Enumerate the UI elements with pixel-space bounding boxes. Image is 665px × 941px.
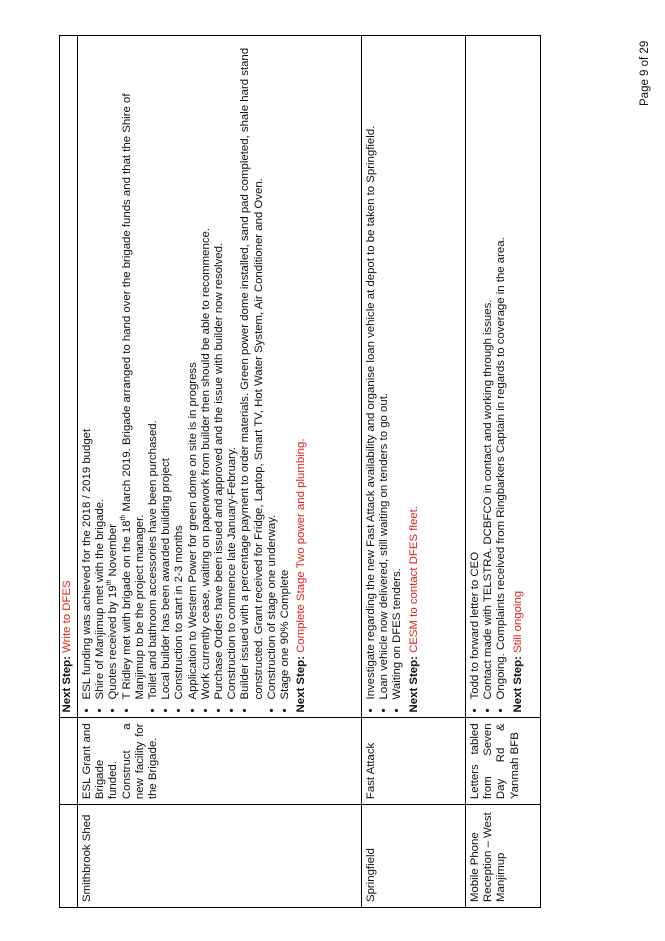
table-row [362,36,466,908]
next-step-value: Complete Stage Two power and plumbing. [295,438,308,653]
item-description: Fast Attack [362,718,466,805]
bullet-text: Stage one 90% Complete [279,569,292,700]
list-item [94,41,107,712]
bullet-text: Construction to commence late January-February. [226,447,239,700]
item-description: Letters tabled from Seven Day Rd & Yanmah BFB [466,718,541,805]
bullet-icon: • [81,708,93,713]
bullet-text: Construction to start in 2-3 months [173,525,186,700]
bullet-icon: • [186,708,199,713]
list-item [121,41,147,712]
list-item [81,41,94,712]
item-name: Springfield [362,805,466,908]
bullet-icon: • [120,708,133,713]
list-item [239,41,265,712]
bullet-text: Shire of Manjimup met with the brigade. [94,498,107,700]
list-item [266,41,279,712]
list-item [279,41,292,712]
bullet-icon: • [173,708,186,713]
agenda-table [59,35,541,908]
table-row [78,36,362,908]
bullet-text: ESL funding was achieved for the 2018 / 2019 budget [81,428,93,700]
bullet-icon: • [226,708,239,713]
bullet-text: Purchase Orders have been issued and approved and the issue with builder now resolved. [213,242,226,700]
bullet-list [469,41,509,712]
bullet-text: Waiting on DFES tenders. [391,568,404,700]
list-item [213,41,226,712]
bullet-icon: • [213,708,226,713]
bullet-text: Contact made with TELSTRA. DCBFCO in contact and working through issues. [482,299,495,700]
list-item [187,41,200,712]
bullet-icon: • [160,708,173,713]
list-item [147,41,160,712]
next-step [512,41,525,712]
bullet-text: Ongoing. Complaints received from Ringbarkers Captain in regards to coverage in the area. [495,237,508,700]
bullet-icon: • [378,708,391,713]
list-item [482,41,495,712]
list-item [200,41,213,712]
bullet-icon: • [94,708,107,713]
bullet-text: Builder issued with a percentage payment to order materials. Green power dome installed, sand pad completed, shale hard stand constructed. Grant received for Fridge, Laptop, Smart TV, Hot Water System, Air Conditioner and Oven. [239,47,265,700]
item-details [362,36,466,718]
bullet-icon: • [469,708,481,713]
list-item [495,41,508,712]
item-name: Mobile Phone Reception – West Manjimup [466,805,541,908]
bullet-text: Loan vehicle now delivered, still waiting on tenders to go out. [378,392,391,700]
bullet-text: Todd to forward letter to CEO [469,551,481,700]
next-step-label: Next Step: [295,656,308,713]
bullet-icon: • [107,708,120,713]
list-item [378,41,391,712]
list-item [160,41,173,712]
bullet-list [81,41,292,712]
bullet-text: Investigate regarding the new Fast Attack availability and organise loan vehicle at depot to be taken to Springfield. [365,125,377,700]
list-item [469,41,482,712]
bullet-icon: • [391,708,404,713]
next-step-value: Still ongoing [511,590,524,653]
page-number: Page 9 of 29 [639,40,651,106]
bullet-icon: • [279,708,292,713]
header-next-step [60,36,78,718]
bullet-icon: • [495,708,508,713]
bullet-text: Quotes received by 19th November [106,523,120,700]
bullet-list [365,41,405,712]
bullet-icon: • [365,708,377,713]
item-details [466,36,541,718]
next-step [295,41,308,712]
list-item [365,41,378,712]
bullet-icon: • [265,708,278,713]
next-step-label: Next Step: [61,656,73,713]
list-item [391,41,404,712]
list-item [226,41,239,712]
bullet-icon: • [147,708,160,713]
next-step-label: Next Step: [407,656,420,713]
header-blank-cell [60,718,78,805]
header-row [60,36,78,908]
bullet-text: Local builder has been awarded building project [160,458,173,700]
item-details [78,36,362,718]
bullet-icon: • [239,708,252,713]
item-name: Smithbrook Shed [78,805,362,908]
bullet-icon: • [482,708,495,713]
bullet-text: T Ridley met with brigade on the 18th March 2019. Brigade arranged to hand over the brigade funds and that the Shire of Manjimup to be the project manager. [119,93,146,700]
table-row [466,36,541,908]
next-step-label: Next Step: [511,656,524,713]
next-step-value: Write to DFES [61,580,73,653]
bullet-text: Work currently cease, waiting on paperwork from builder then should be able to recommence. [199,227,212,700]
header-blank-cell [60,805,78,908]
next-step [408,41,421,712]
item-description: ESL Grant and Brigade funded. Construct a new facility for the Brigade. [78,718,362,805]
list-item [173,41,186,712]
bullet-text: Application to Western Power for green dome on site is in progress [186,362,199,700]
next-step-value: CESM to contact DFES fleet. [407,506,420,653]
bullet-text: Construction of stage one underway. [265,514,278,700]
bullet-icon: • [199,708,212,713]
bullet-text: Toilet and bathroom accessories have been purchased. [147,420,160,700]
list-item [107,41,120,712]
